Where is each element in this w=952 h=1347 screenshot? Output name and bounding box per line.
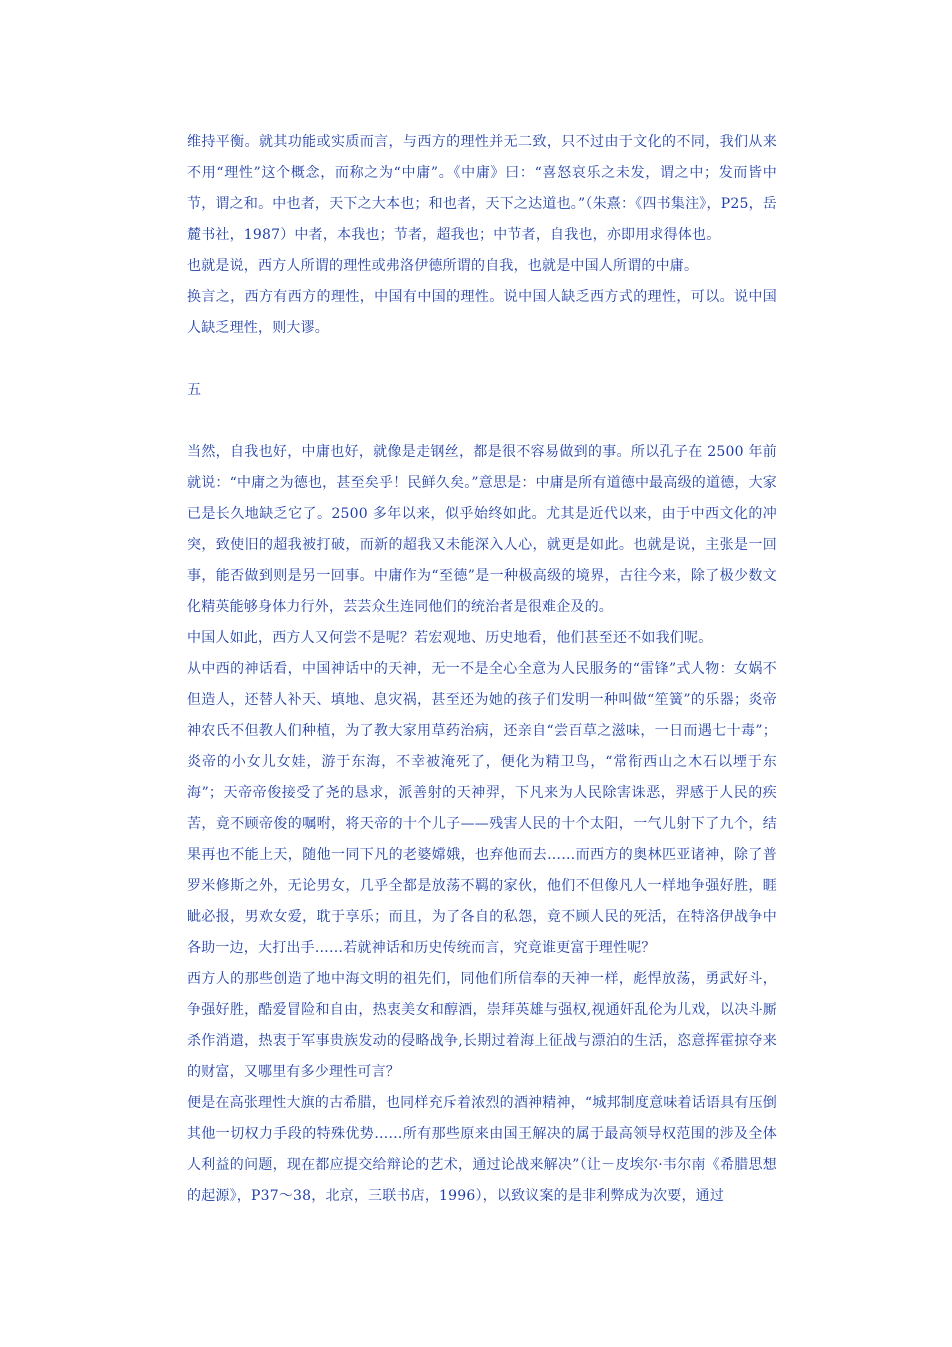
paragraph: 便是在高张理性大旗的古希腊，也同样充斥着浓烈的酒神精神，“城邦制度意味着话语具有压倒其他一切权力手段的特殊优势……所有那些原来由国王解决的属于最高领导权范围的涉及全体人利益的问题，现在都应提交给辩论的艺术，通过论战来解决”（让－皮埃尔·韦尔南《希腊思想的起源》，P37～38，北京，三联书店，1996），以致议案的是非利弊成为次要，通过 xyxy=(187,1095,777,1204)
paragraph: 西方人的那些创造了地中海文明的祖先们，同他们所信奉的天神一样，彪悍放荡，勇武好斗，争强好胜，酷爱冒险和自由，热衷美女和醇酒，崇拜英雄与强权,视通奸乱伦为儿戏，以决斗厮杀作消遣，热衷于军事贵族发动的侵略战争,长期过着海上征战与漂泊的生活，恣意挥霍掠夺来的财富，又哪里有多少理性可言？ xyxy=(187,971,777,1080)
paragraph: 从中西的神话看，中国神话中的天神，无一不是全心全意为人民服务的“雷锋”式人物：女娲不但造人，还替人补天、填地、息灾祸，甚至还为她的孩子们发明一种叫做“笙簧”的乐器；炎帝神农氏不但教人们种植，为了教大家用草药治病，还亲自“尝百草之滋味，一日而遇七十毒”；炎帝的小女儿女娃，游于东海，不幸被淹死了，便化为精卫鸟，“常衔西山之木石以堙于东海”；天帝帝俊接受了尧的恳求，派善射的天神羿，下凡来为人民除害诛恶，羿感于人民的疾苦，竟不顾帝俊的嘱咐，将天帝的十个儿子——残害人民的十个太阳，一气儿射下了九个，结果再也不能上天，随他一同下凡的老婆嫦娥，也弃他而去……而西方的奥林匹亚诸神，除了普罗米修斯之外，无论男女，几乎全都是放荡不羁的家伙，他们不但像凡人一样地争强好胜，睚眦必报，男欢女爱，耽于享乐；而且，为了各自的私怨，竟不顾人民的死活，在特洛伊战争中各助一边，大打出手……若就神话和历史传统而言，究竟谁更富于理性呢？ xyxy=(187,661,777,956)
paragraph: 中国人如此，西方人又何尝不是呢？若宏观地、历史地看，他们甚至还不如我们呢。 xyxy=(187,630,713,646)
paragraph: 维持平衡。就其功能或实质而言，与西方的理性并无二致，只不过由于文化的不同，我们从来不用“理性”这个概念，而称之为“中庸”。《中庸》曰：“喜怒哀乐之未发，谓之中；发而皆中节，谓之和。中也者，天下之大本也；和也者，天下之达道也。”（朱熹：《四书集注》，P25，岳麓书社，1987）中者，本我也；节者，超我也；中节者，自我也，亦即用求得体也。 xyxy=(187,134,777,243)
paragraph: 换言之，西方有西方的理性，中国有中国的理性。说中国人缺乏西方式的理性，可以。说中国人缺乏理性，则大谬。 xyxy=(187,289,777,336)
document-body xyxy=(187,127,777,1212)
section-heading: 五 xyxy=(187,382,202,398)
paragraph: 也就是说，西方人所谓的理性或弗洛伊德所谓的自我，也就是中国人所谓的中庸。 xyxy=(187,258,699,274)
paragraph: 当然，自我也好，中庸也好，就像是走钢丝，都是很不容易做到的事。所以孔子在 2500 年前就说：“中庸之为德也，甚至矣乎！民鲜久矣。”意思是：中庸是所有道德中最高级的道德，大家已是长久地缺乏它了。2500 多年以来，似乎始终如此。尤其是近代以来，由于中西文化的冲突，致使旧的超我被打破，而新的超我又未能深入人心，就更是如此。也就是说，主张是一回事，能否做到则是另一回事。中庸作为“至德”是一种极高级的境界，古往今来，除了极少数文化精英能够身体力行外，芸芸众生连同他们的统治者是很难企及的。 xyxy=(187,444,777,615)
spacer xyxy=(187,344,777,375)
spacer xyxy=(187,406,777,437)
